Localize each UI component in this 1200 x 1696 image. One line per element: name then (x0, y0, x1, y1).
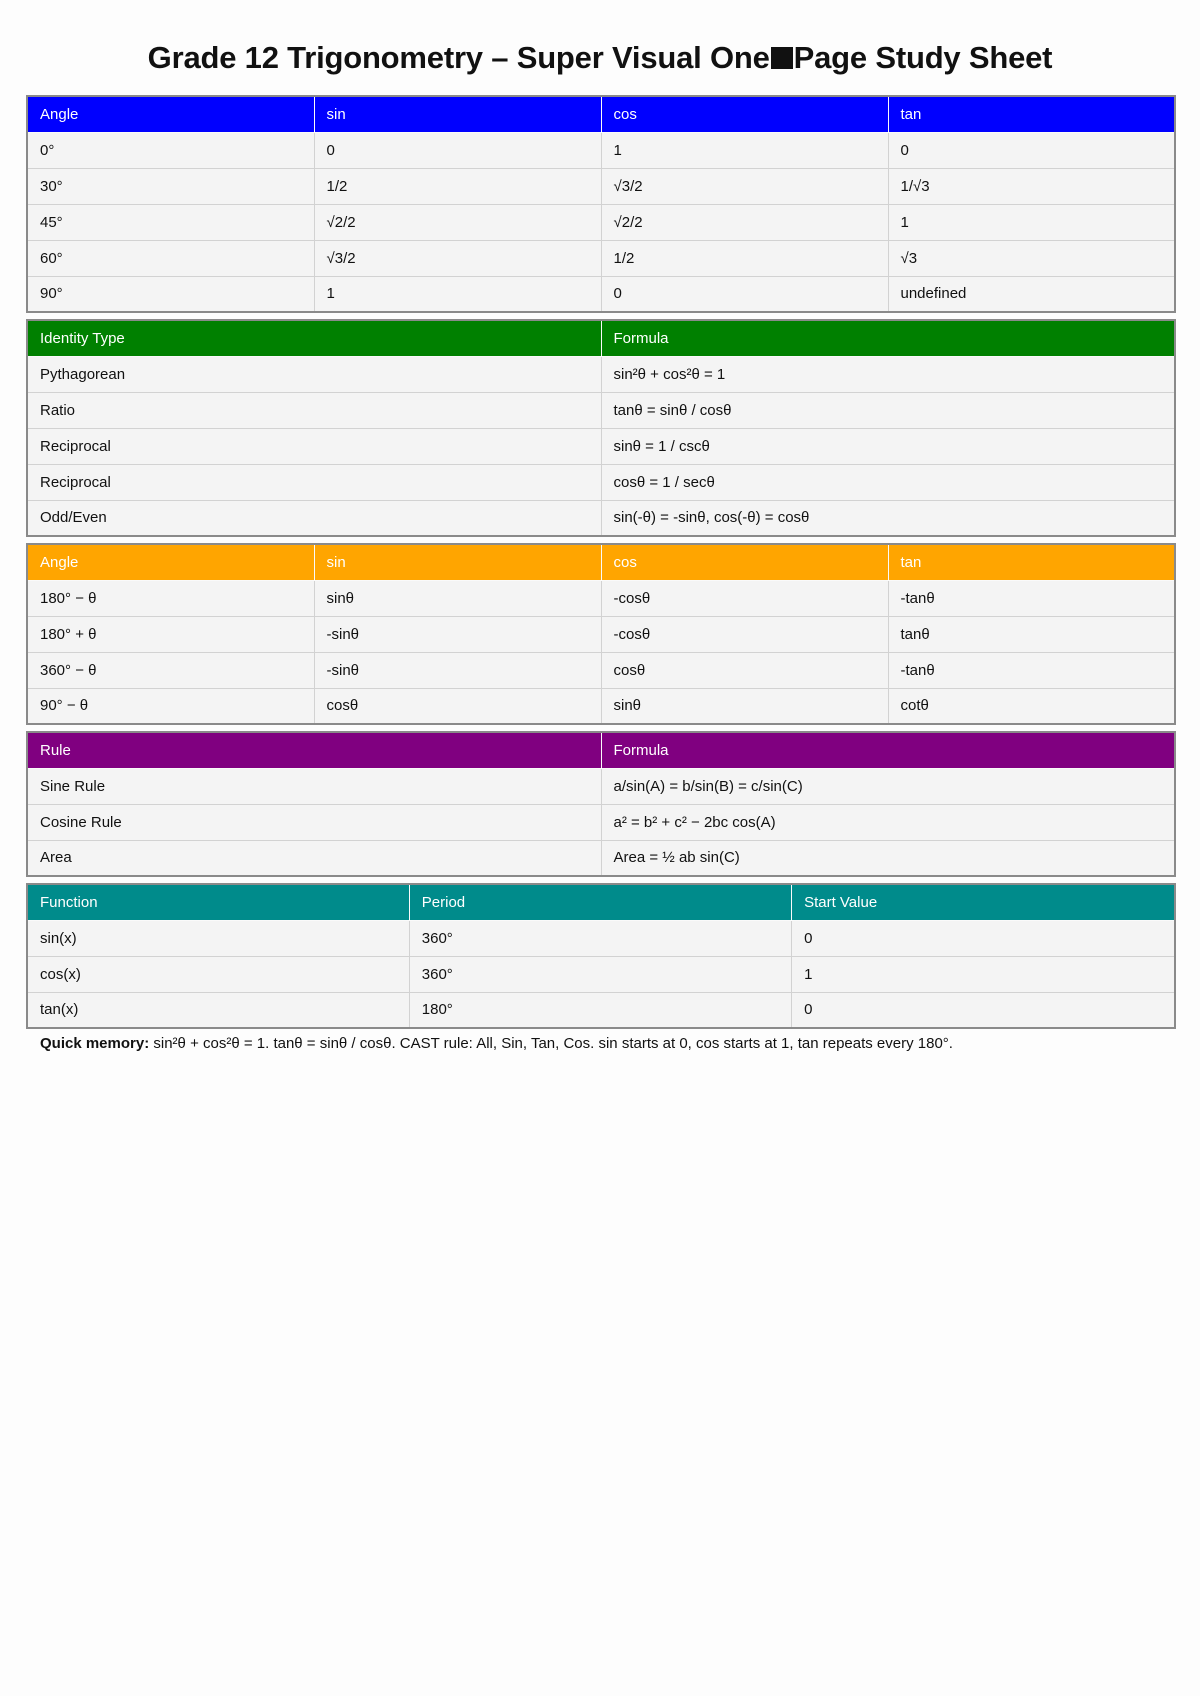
table-cell: Odd/Even (27, 500, 601, 536)
column-header: cos (601, 96, 888, 132)
table-cell: -sinθ (314, 652, 601, 688)
table-row (27, 652, 1175, 688)
special-angles-table (26, 95, 1176, 313)
quick-memory-text: sin²θ + cos²θ = 1. tanθ = sinθ / cosθ. CAST rule: All, Sin, Tan, Cos. sin starts at 0, cos starts at 1, tan repeats every 180°. (149, 1035, 953, 1052)
table-row (27, 580, 1175, 616)
box-glyph-icon (771, 47, 793, 69)
table-cell: cosθ (601, 652, 888, 688)
column-header: Period (409, 884, 791, 920)
table-cell: tan(x) (27, 992, 409, 1028)
column-header: Rule (27, 732, 601, 768)
table-cell: 0 (792, 920, 1175, 956)
table-row (27, 204, 1175, 240)
table-row (27, 428, 1175, 464)
table-cell: Ratio (27, 392, 601, 428)
table-cell: sin²θ + cos²θ = 1 (601, 356, 1175, 392)
table-cell: a² = b² + c² − 2bc cos(A) (601, 804, 1175, 840)
table-cell: 1/√3 (888, 168, 1175, 204)
table-cell: sin(-θ) = -sinθ, cos(-θ) = cosθ (601, 500, 1175, 536)
table-row (27, 132, 1175, 168)
table-cell: 360° (409, 956, 791, 992)
column-header: Function (27, 884, 409, 920)
column-header: tan (888, 96, 1175, 132)
table-row (27, 392, 1175, 428)
table-cell: -tanθ (888, 652, 1175, 688)
table-cell: √3/2 (601, 168, 888, 204)
table-cell: sin(x) (27, 920, 409, 956)
table-cell: Reciprocal (27, 464, 601, 500)
table-row (27, 276, 1175, 312)
table-row (27, 768, 1175, 804)
table-cell: 180° (409, 992, 791, 1028)
table-cell: -cosθ (601, 580, 888, 616)
table-cell: 90° − θ (27, 688, 314, 724)
table-cell: cos(x) (27, 956, 409, 992)
table-cell: -tanθ (888, 580, 1175, 616)
table-cell: Reciprocal (27, 428, 601, 464)
table-cell: cosθ = 1 / secθ (601, 464, 1175, 500)
table-cell: a/sin(A) = b/sin(B) = c/sin(C) (601, 768, 1175, 804)
header-row (27, 544, 1175, 580)
table-cell: √2/2 (314, 204, 601, 240)
column-header: sin (314, 96, 601, 132)
table-cell: sinθ (314, 580, 601, 616)
table-cell: √3/2 (314, 240, 601, 276)
table-cell: tanθ = sinθ / cosθ (601, 392, 1175, 428)
table-cell: √2/2 (601, 204, 888, 240)
header-row (27, 320, 1175, 356)
table-cell: 1 (314, 276, 601, 312)
tables-container (26, 95, 1176, 1052)
table-cell: tanθ (888, 616, 1175, 652)
table-row (27, 240, 1175, 276)
table-cell: 1/2 (314, 168, 601, 204)
table-cell: Area = ½ ab sin(C) (601, 840, 1175, 876)
identities-table (26, 319, 1176, 537)
table-row (27, 500, 1175, 536)
table-cell: Sine Rule (27, 768, 601, 804)
table-cell: 1 (601, 132, 888, 168)
table-row (27, 956, 1175, 992)
column-header: Formula (601, 320, 1175, 356)
table-cell: cotθ (888, 688, 1175, 724)
reduction-formulas-table (26, 543, 1176, 725)
column-header: cos (601, 544, 888, 580)
table-row (27, 168, 1175, 204)
table-cell: -sinθ (314, 616, 601, 652)
header-row (27, 732, 1175, 768)
table-row (27, 688, 1175, 724)
column-header: tan (888, 544, 1175, 580)
table-cell: sinθ (601, 688, 888, 724)
title-text-end: Page Study Sheet (793, 40, 1053, 75)
table-cell: sinθ = 1 / cscθ (601, 428, 1175, 464)
table-cell: 30° (27, 168, 314, 204)
table-cell: 45° (27, 204, 314, 240)
table-row (27, 616, 1175, 652)
table-row (27, 804, 1175, 840)
column-header: Start Value (792, 884, 1175, 920)
table-cell: √3 (888, 240, 1175, 276)
table-cell: 1/2 (601, 240, 888, 276)
column-header: sin (314, 544, 601, 580)
table-cell: 180° − θ (27, 580, 314, 616)
table-cell: 0 (792, 992, 1175, 1028)
header-row (27, 96, 1175, 132)
table-row (27, 356, 1175, 392)
table-cell: 1 (888, 204, 1175, 240)
table-cell: 0° (27, 132, 314, 168)
table-cell: Area (27, 840, 601, 876)
table-cell: Cosine Rule (27, 804, 601, 840)
column-header: Angle (27, 96, 314, 132)
column-header: Identity Type (27, 320, 601, 356)
quick-memory-label: Quick memory: (40, 1035, 150, 1052)
table-row (27, 840, 1175, 876)
table-cell: 90° (27, 276, 314, 312)
table-cell: undefined (888, 276, 1175, 312)
table-cell: 0 (601, 276, 888, 312)
table-row (27, 920, 1175, 956)
table-cell: 1 (792, 956, 1175, 992)
triangle-rules-table (26, 731, 1176, 877)
header-row (27, 884, 1175, 920)
page-title (0, 40, 1200, 76)
table-cell: Pythagorean (27, 356, 601, 392)
table-cell: 180° + θ (27, 616, 314, 652)
table-cell: 0 (314, 132, 601, 168)
table-cell: -cosθ (601, 616, 888, 652)
column-header: Angle (27, 544, 314, 580)
table-row (27, 992, 1175, 1028)
table-cell: cosθ (314, 688, 601, 724)
table-cell: 360° − θ (27, 652, 314, 688)
table-cell: 0 (888, 132, 1175, 168)
table-cell: 360° (409, 920, 791, 956)
table-cell: 60° (27, 240, 314, 276)
table-row (27, 464, 1175, 500)
column-header: Formula (601, 732, 1175, 768)
quick-memory-note (40, 1035, 1176, 1052)
graph-properties-table (26, 883, 1176, 1029)
title-text-start: Grade 12 Trigonometry – Super Visual One (147, 40, 770, 75)
